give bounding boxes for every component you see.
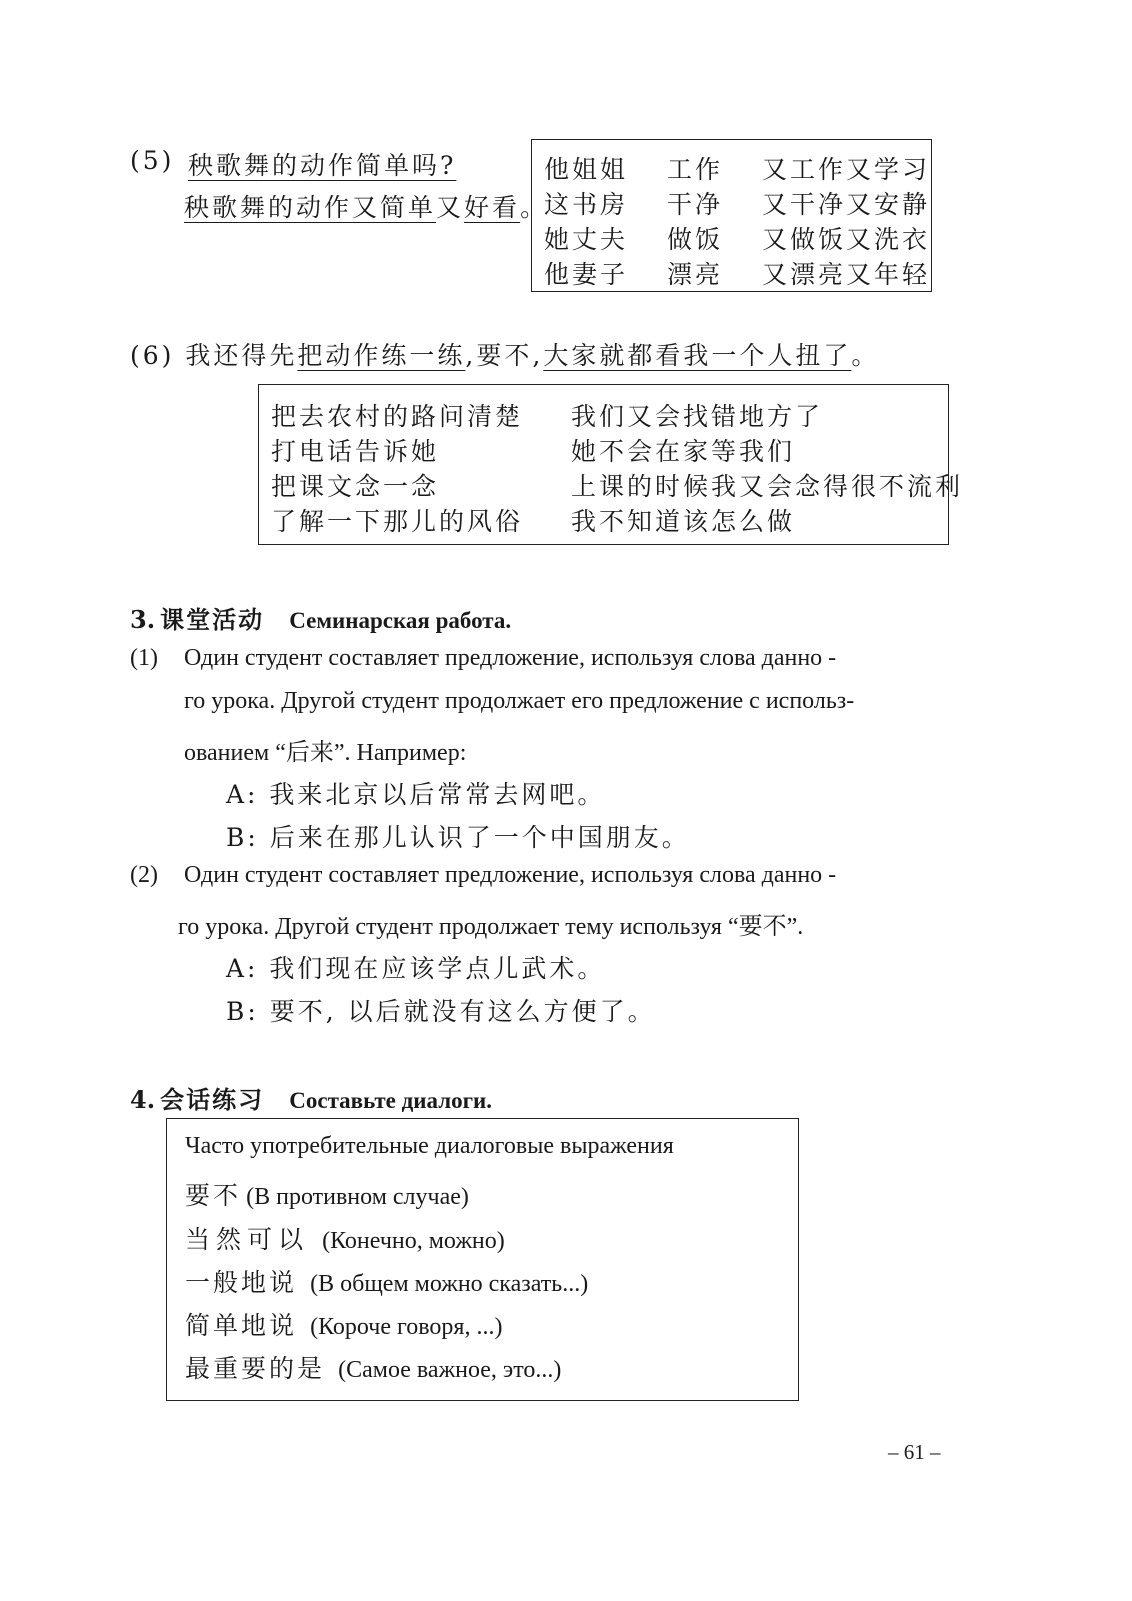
expression-item: 要不 (В противном случае) bbox=[185, 1181, 469, 1210]
sentence-part: 大家就都看我一个人扭了 bbox=[543, 341, 852, 370]
table-row: 他姐姐 bbox=[544, 155, 629, 184]
table-row: 漂亮 bbox=[667, 260, 724, 289]
section-number: 3. bbox=[130, 605, 156, 634]
substitution-table-5 bbox=[531, 139, 932, 292]
answer-part: 又 bbox=[436, 193, 465, 222]
table-row: 这书房 bbox=[544, 190, 629, 219]
table-row: 把去农村的路问清楚 bbox=[271, 402, 524, 431]
table-row: 她丈夫 bbox=[544, 225, 629, 254]
item-1-number: (1) bbox=[130, 645, 158, 671]
exercise-5-answer bbox=[184, 188, 548, 224]
section-title-ru: Семинарская работа. bbox=[289, 608, 512, 633]
expression-item: 简单地说 (Короче говоря, ...) bbox=[185, 1311, 503, 1340]
table-row: 他妻子 bbox=[544, 260, 629, 289]
answer-part: 秧歌舞的动作 bbox=[184, 193, 353, 222]
expression-item: 一般地说 (В общем можно сказать...) bbox=[185, 1268, 589, 1297]
table-row: 她不会在家等我们 bbox=[571, 437, 796, 466]
exercise-5-number: (5) bbox=[130, 146, 175, 175]
section-number: 4. bbox=[130, 1085, 156, 1114]
table-row: 打电话告诉她 bbox=[271, 437, 440, 466]
item-1-line-2: го урока. Другой студент продолжает его предложение с использ- bbox=[184, 688, 855, 714]
item-2-line-2: го урока. Другой студент продолжает тему используя “要不”. bbox=[178, 914, 804, 940]
sentence-part: 把动作练一练 bbox=[297, 341, 466, 370]
exercise-6-number: (6) bbox=[130, 341, 175, 370]
sentence-part: 我还得先 bbox=[185, 341, 298, 370]
table-row: 又做饭又洗衣 bbox=[762, 225, 931, 254]
table-row: 又漂亮又年轻 bbox=[762, 260, 931, 289]
section-3-heading bbox=[130, 600, 511, 635]
item-2-line-1: Один студент составляет предложение, используя слова данно - bbox=[184, 862, 837, 888]
table-row: 工作 bbox=[667, 155, 724, 184]
sentence-part: ,要不, bbox=[465, 341, 544, 370]
example-a: A: 我来北京以后常常去网吧。 bbox=[226, 780, 606, 809]
answer-part: 好看 bbox=[464, 193, 521, 222]
section-title-zh: 会话练习 bbox=[160, 1085, 265, 1114]
example-b: B: 要不, 以后就没有这么方便了。 bbox=[226, 997, 656, 1026]
table-row: 做饭 bbox=[667, 225, 724, 254]
item-1-line-1: Один студент составляет предложение, используя слова данно - bbox=[184, 645, 837, 671]
example-b: B: 后来在那儿认识了一个中国朋友。 bbox=[226, 823, 690, 852]
answer-part: 。 bbox=[520, 193, 549, 222]
table-row: 又工作又学习 bbox=[762, 155, 931, 184]
item-2-number: (2) bbox=[130, 862, 158, 888]
exercise-5-question bbox=[188, 146, 456, 182]
expression-item: 当然可以 (Конечно, можно) bbox=[185, 1225, 505, 1254]
substitution-table-6 bbox=[258, 384, 964, 545]
expressions-box bbox=[166, 1118, 799, 1401]
answer-part: 又简单 bbox=[352, 193, 437, 222]
table-row: 上课的时候我又会念得很不流利 bbox=[571, 472, 964, 501]
table-row: 我们又会找错地方了 bbox=[571, 402, 824, 431]
sentence-part: 。 bbox=[851, 341, 880, 370]
table-row: 把课文念一念 bbox=[271, 472, 440, 501]
item-1-line-3: ованием “后来”. Например: bbox=[184, 740, 467, 766]
expressions-title: Часто употребительные диалоговые выражения bbox=[185, 1133, 674, 1159]
page-number: – 61 – bbox=[888, 1440, 941, 1464]
table-row: 我不知道该怎么做 bbox=[571, 507, 796, 536]
section-4-heading bbox=[130, 1080, 492, 1115]
example-a: A: 我们现在应该学点儿武术。 bbox=[226, 954, 606, 983]
question-text: 秧歌舞的动作简单吗? bbox=[188, 151, 457, 180]
table-row: 了解一下那儿的风俗 bbox=[271, 507, 524, 536]
table-row: 干净 bbox=[667, 190, 724, 219]
expression-item: 最重要的是 (Самое важное, это...) bbox=[185, 1354, 562, 1383]
section-title-ru: Составьте диалоги. bbox=[289, 1088, 493, 1113]
section-title-zh: 课堂活动 bbox=[160, 605, 265, 634]
table-row: 又干净又安静 bbox=[762, 190, 931, 219]
exercise-6-sentence bbox=[130, 336, 879, 372]
